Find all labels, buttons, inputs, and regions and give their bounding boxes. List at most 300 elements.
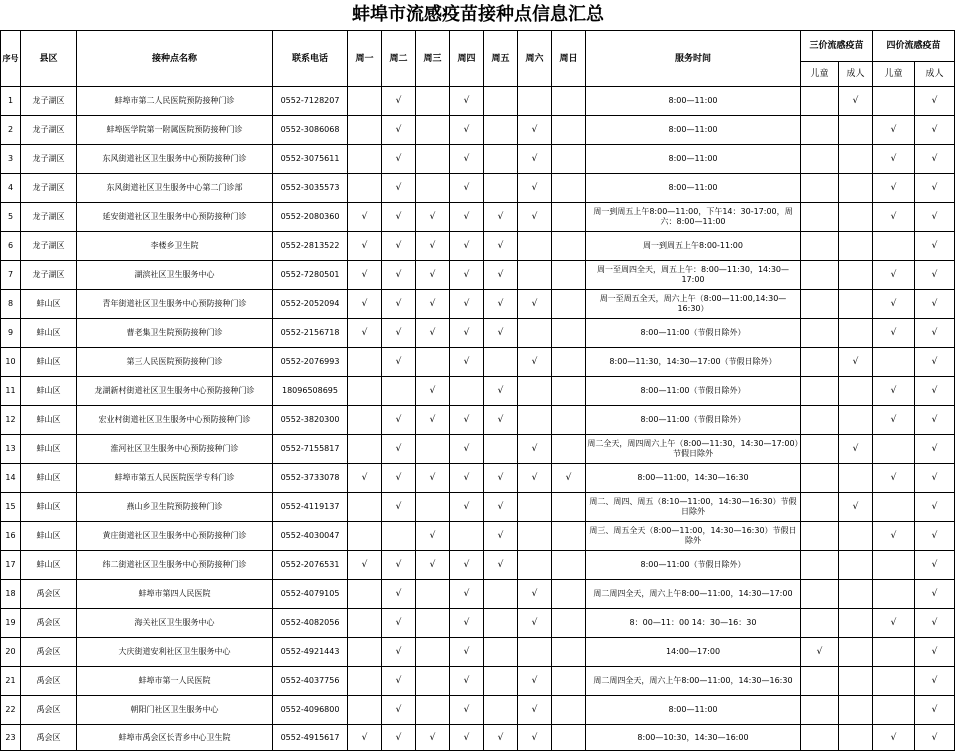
- table-row: [1, 261, 955, 290]
- row-day-tue: √: [382, 725, 416, 751]
- row-phone: 0552-2076531: [273, 551, 348, 580]
- row-day-sun: [552, 87, 586, 116]
- row-seq: 18: [1, 580, 21, 609]
- row-day-mon: √: [348, 319, 382, 348]
- row-phone: 0552-4915617: [273, 725, 348, 751]
- table-row: [1, 232, 955, 261]
- row-site-name: 蚌埠市第五人民医院医学专科门诊: [77, 464, 273, 493]
- row-tri-adult: [839, 609, 873, 638]
- row-day-thu: √: [450, 696, 484, 725]
- row-day-thu: √: [450, 203, 484, 232]
- row-service-time: 8:00—11:00: [586, 116, 801, 145]
- header-quad-child: 儿童: [873, 62, 915, 87]
- row-day-fri: √: [484, 203, 518, 232]
- row-day-wed: [416, 638, 450, 667]
- row-seq: 15: [1, 493, 21, 522]
- row-seq: 9: [1, 319, 21, 348]
- row-quad-adult: √: [915, 174, 955, 203]
- row-day-tue: √: [382, 290, 416, 319]
- row-day-sat: √: [518, 145, 552, 174]
- row-day-fri: √: [484, 493, 518, 522]
- row-site-name: 东风街道社区卫生服务中心预防接种门诊: [77, 145, 273, 174]
- row-day-tue: √: [382, 87, 416, 116]
- row-seq: 19: [1, 609, 21, 638]
- row-day-tue: √: [382, 696, 416, 725]
- row-quad-adult: √: [915, 203, 955, 232]
- row-day-wed: [416, 348, 450, 377]
- row-quad-adult: √: [915, 551, 955, 580]
- row-day-sun: [552, 725, 586, 751]
- header-day-sat: 周六: [518, 31, 552, 87]
- row-day-mon: [348, 174, 382, 203]
- row-day-sun: [552, 377, 586, 406]
- row-day-fri: [484, 145, 518, 174]
- row-district: 龙子湖区: [21, 116, 77, 145]
- row-tri-adult: [839, 725, 873, 751]
- header-phone: 联系电话: [273, 31, 348, 87]
- row-day-sat: √: [518, 116, 552, 145]
- row-district: 龙子湖区: [21, 261, 77, 290]
- row-tri-child: √: [801, 638, 839, 667]
- row-day-tue: √: [382, 609, 416, 638]
- row-phone: 0552-4082056: [273, 609, 348, 638]
- row-seq: 7: [1, 261, 21, 290]
- row-day-sat: [518, 551, 552, 580]
- row-quad-adult: √: [915, 580, 955, 609]
- row-seq: 10: [1, 348, 21, 377]
- row-district: 禹会区: [21, 696, 77, 725]
- table-row: [1, 609, 955, 638]
- row-site-name: 朝阳门社区卫生服务中心: [77, 696, 273, 725]
- row-tri-adult: [839, 522, 873, 551]
- row-site-name: 黄庄街道社区卫生服务中心预防接种门诊: [77, 522, 273, 551]
- row-district: 蚌山区: [21, 522, 77, 551]
- row-day-thu: [450, 377, 484, 406]
- row-day-tue: [382, 377, 416, 406]
- row-day-fri: √: [484, 551, 518, 580]
- row-day-fri: [484, 696, 518, 725]
- row-day-tue: √: [382, 667, 416, 696]
- row-tri-child: [801, 290, 839, 319]
- row-quad-child: [873, 232, 915, 261]
- row-day-sun: [552, 667, 586, 696]
- row-quad-adult: √: [915, 406, 955, 435]
- row-district: 蚌山区: [21, 377, 77, 406]
- row-quad-adult: √: [915, 232, 955, 261]
- row-tri-adult: [839, 406, 873, 435]
- row-district: 蚌山区: [21, 464, 77, 493]
- header-district: 县区: [21, 31, 77, 87]
- row-day-sat: √: [518, 696, 552, 725]
- row-quad-adult: √: [915, 290, 955, 319]
- row-day-tue: √: [382, 435, 416, 464]
- row-phone: 0552-4096800: [273, 696, 348, 725]
- row-seq: 2: [1, 116, 21, 145]
- row-quad-adult: √: [915, 725, 955, 751]
- row-tri-child: [801, 174, 839, 203]
- row-day-tue: √: [382, 551, 416, 580]
- row-tri-child: [801, 551, 839, 580]
- row-service-time: 8:00—11:00: [586, 174, 801, 203]
- row-day-wed: √: [416, 290, 450, 319]
- row-phone: 0552-7128207: [273, 87, 348, 116]
- row-phone: 0552-4921443: [273, 638, 348, 667]
- row-day-sun: [552, 116, 586, 145]
- header-day-sun: 周日: [552, 31, 586, 87]
- row-quad-child: [873, 696, 915, 725]
- row-seq: 20: [1, 638, 21, 667]
- row-day-wed: √: [416, 406, 450, 435]
- row-day-sat: [518, 232, 552, 261]
- row-day-fri: [484, 87, 518, 116]
- row-quad-child: [873, 348, 915, 377]
- row-day-wed: √: [416, 551, 450, 580]
- row-quad-adult: √: [915, 145, 955, 174]
- row-tri-adult: [839, 145, 873, 174]
- row-phone: 0552-3075611: [273, 145, 348, 174]
- row-site-name: 延安街道社区卫生服务中心预防接种门诊: [77, 203, 273, 232]
- row-day-fri: [484, 348, 518, 377]
- row-seq: 3: [1, 145, 21, 174]
- row-tri-child: [801, 667, 839, 696]
- row-service-time: 周一至周四全天，周五上午：8:00—11:30，14:30—17:00: [586, 261, 801, 290]
- row-district: 龙子湖区: [21, 145, 77, 174]
- row-seq: 12: [1, 406, 21, 435]
- row-quad-child: [873, 551, 915, 580]
- row-day-sun: [552, 435, 586, 464]
- row-phone: 0552-2813522: [273, 232, 348, 261]
- row-site-name: 蚌埠市第一人民医院: [77, 667, 273, 696]
- row-district: 蚌山区: [21, 551, 77, 580]
- row-phone: 0552-3820300: [273, 406, 348, 435]
- row-day-sat: [518, 638, 552, 667]
- header-day-wed: 周三: [416, 31, 450, 87]
- row-day-mon: √: [348, 232, 382, 261]
- row-day-wed: √: [416, 522, 450, 551]
- row-day-tue: √: [382, 638, 416, 667]
- row-day-thu: √: [450, 435, 484, 464]
- row-district: 龙子湖区: [21, 203, 77, 232]
- row-district: 蚌山区: [21, 406, 77, 435]
- row-tri-adult: [839, 551, 873, 580]
- row-quad-adult: √: [915, 696, 955, 725]
- row-district: 蚌山区: [21, 493, 77, 522]
- row-day-tue: [382, 522, 416, 551]
- row-phone: 0552-4079105: [273, 580, 348, 609]
- row-day-sat: √: [518, 609, 552, 638]
- row-tri-adult: [839, 116, 873, 145]
- row-phone: 0552-4119137: [273, 493, 348, 522]
- row-day-sat: [518, 319, 552, 348]
- row-day-sat: √: [518, 203, 552, 232]
- row-district: 龙子湖区: [21, 232, 77, 261]
- row-day-fri: √: [484, 290, 518, 319]
- row-day-mon: [348, 667, 382, 696]
- header-trivalent-vaccine: 三价流感疫苗: [801, 31, 873, 62]
- row-day-mon: [348, 348, 382, 377]
- row-phone: 0552-4030047: [273, 522, 348, 551]
- row-day-tue: √: [382, 406, 416, 435]
- row-day-wed: √: [416, 377, 450, 406]
- row-day-wed: [416, 145, 450, 174]
- row-day-thu: [450, 522, 484, 551]
- table-row: [1, 348, 955, 377]
- row-site-name: 大庆街道安利社区卫生服务中心: [77, 638, 273, 667]
- row-site-name: 蚌埠市第二人民医院预防接种门诊: [77, 87, 273, 116]
- row-phone: 0552-3733078: [273, 464, 348, 493]
- row-service-time: 周一到周五上午8:00—11:00，下午14：30-17:00，周六：8:00—11:00: [586, 203, 801, 232]
- header-day-tue: 周二: [382, 31, 416, 87]
- row-day-fri: [484, 667, 518, 696]
- row-site-name: 海关社区卫生服务中心: [77, 609, 273, 638]
- row-quad-adult: √: [915, 667, 955, 696]
- row-district: 龙子湖区: [21, 87, 77, 116]
- row-service-time: 14:00—17:00: [586, 638, 801, 667]
- row-service-time: 8:00—11:00: [586, 145, 801, 174]
- row-quad-child: √: [873, 261, 915, 290]
- row-quad-adult: √: [915, 319, 955, 348]
- row-tri-child: [801, 319, 839, 348]
- row-quad-child: [873, 580, 915, 609]
- row-phone: 0552-2080360: [273, 203, 348, 232]
- row-day-mon: [348, 377, 382, 406]
- row-site-name: 湖滨社区卫生服务中心: [77, 261, 273, 290]
- row-day-fri: [484, 116, 518, 145]
- row-tri-child: [801, 145, 839, 174]
- row-day-tue: √: [382, 580, 416, 609]
- row-quad-child: √: [873, 116, 915, 145]
- row-day-wed: [416, 696, 450, 725]
- row-service-time: 周一至周五全天，周六上午（8:00—11:00,14:30—16:30）: [586, 290, 801, 319]
- row-day-wed: [416, 609, 450, 638]
- row-day-thu: √: [450, 464, 484, 493]
- row-seq: 14: [1, 464, 21, 493]
- row-tri-adult: √: [839, 87, 873, 116]
- row-day-mon: [348, 406, 382, 435]
- row-tri-adult: √: [839, 348, 873, 377]
- row-tri-adult: [839, 464, 873, 493]
- row-tri-adult: [839, 319, 873, 348]
- row-tri-child: [801, 493, 839, 522]
- row-tri-adult: [839, 261, 873, 290]
- row-tri-adult: [839, 580, 873, 609]
- table-row: [1, 464, 955, 493]
- row-day-tue: √: [382, 493, 416, 522]
- table-row: [1, 290, 955, 319]
- row-day-mon: [348, 87, 382, 116]
- row-day-sun: [552, 232, 586, 261]
- row-day-sat: √: [518, 667, 552, 696]
- row-day-thu: √: [450, 638, 484, 667]
- header-service-time: 服务时间: [586, 31, 801, 87]
- row-day-tue: √: [382, 261, 416, 290]
- table-row: [1, 319, 955, 348]
- row-tri-child: [801, 464, 839, 493]
- row-tri-adult: [839, 203, 873, 232]
- row-district: 蚌山区: [21, 290, 77, 319]
- row-tri-adult: [839, 290, 873, 319]
- row-phone: 0552-2052094: [273, 290, 348, 319]
- row-day-fri: √: [484, 232, 518, 261]
- table-row: [1, 377, 955, 406]
- row-seq: 11: [1, 377, 21, 406]
- row-day-thu: √: [450, 145, 484, 174]
- row-day-fri: √: [484, 406, 518, 435]
- vaccination-sites-table: [0, 30, 955, 751]
- row-day-fri: √: [484, 725, 518, 751]
- row-quad-adult: √: [915, 609, 955, 638]
- row-quad-child: √: [873, 406, 915, 435]
- table-row: [1, 551, 955, 580]
- row-day-sat: √: [518, 174, 552, 203]
- row-quad-adult: √: [915, 377, 955, 406]
- row-day-fri: [484, 638, 518, 667]
- row-day-wed: [416, 174, 450, 203]
- row-seq: 6: [1, 232, 21, 261]
- row-day-mon: [348, 638, 382, 667]
- row-tri-child: [801, 377, 839, 406]
- row-day-thu: √: [450, 319, 484, 348]
- row-day-thu: √: [450, 609, 484, 638]
- row-tri-child: [801, 348, 839, 377]
- row-quad-child: [873, 435, 915, 464]
- row-service-time: 周一到周五上午8:00-11:00: [586, 232, 801, 261]
- row-day-tue: √: [382, 116, 416, 145]
- row-day-sun: [552, 319, 586, 348]
- row-district: 蚌山区: [21, 348, 77, 377]
- row-site-name: 第三人民医院预防接种门诊: [77, 348, 273, 377]
- row-quad-adult: √: [915, 348, 955, 377]
- row-phone: 0552-3086068: [273, 116, 348, 145]
- row-day-fri: [484, 609, 518, 638]
- header-site-name: 接种点名称: [77, 31, 273, 87]
- row-district: 禹会区: [21, 667, 77, 696]
- row-day-tue: √: [382, 145, 416, 174]
- row-service-time: 8:00—11:00（节假日除外）: [586, 551, 801, 580]
- row-seq: 22: [1, 696, 21, 725]
- row-quad-child: √: [873, 609, 915, 638]
- row-site-name: 燕山乡卫生院预防接种门诊: [77, 493, 273, 522]
- row-day-thu: √: [450, 87, 484, 116]
- row-district: 禹会区: [21, 725, 77, 751]
- row-tri-adult: [839, 377, 873, 406]
- row-site-name: 宏业村街道社区卫生服务中心预防接种门诊: [77, 406, 273, 435]
- row-seq: 1: [1, 87, 21, 116]
- row-day-thu: √: [450, 232, 484, 261]
- row-quad-adult: √: [915, 116, 955, 145]
- row-quad-child: √: [873, 290, 915, 319]
- row-service-time: 周二周四全天，周六上午8:00—11:00，14:30—16:30: [586, 667, 801, 696]
- row-day-tue: √: [382, 348, 416, 377]
- row-seq: 4: [1, 174, 21, 203]
- row-day-sat: √: [518, 290, 552, 319]
- row-day-sun: √: [552, 464, 586, 493]
- row-day-thu: √: [450, 116, 484, 145]
- row-day-mon: [348, 580, 382, 609]
- row-site-name: 淮河社区卫生服务中心预防接种门诊: [77, 435, 273, 464]
- header-tri-adult: 成人: [839, 62, 873, 87]
- row-day-fri: [484, 580, 518, 609]
- row-phone: 0552-2156718: [273, 319, 348, 348]
- row-day-sat: √: [518, 725, 552, 751]
- row-day-tue: √: [382, 232, 416, 261]
- row-site-name: 蚌埠市禹会区长青乡中心卫生院: [77, 725, 273, 751]
- row-tri-child: [801, 696, 839, 725]
- row-day-mon: √: [348, 261, 382, 290]
- row-tri-child: [801, 435, 839, 464]
- row-tri-child: [801, 87, 839, 116]
- row-site-name: 纬二街道社区卫生服务中心预防接种门诊: [77, 551, 273, 580]
- row-tri-adult: [839, 667, 873, 696]
- row-day-tue: √: [382, 203, 416, 232]
- row-day-mon: [348, 522, 382, 551]
- row-day-wed: √: [416, 232, 450, 261]
- row-day-mon: √: [348, 551, 382, 580]
- row-day-wed: √: [416, 203, 450, 232]
- header-day-mon: 周一: [348, 31, 382, 87]
- row-tri-child: [801, 406, 839, 435]
- row-day-sun: [552, 638, 586, 667]
- row-district: 龙子湖区: [21, 174, 77, 203]
- table-row: [1, 87, 955, 116]
- row-day-thu: √: [450, 551, 484, 580]
- row-tri-adult: [839, 232, 873, 261]
- row-day-fri: √: [484, 377, 518, 406]
- row-phone: 0552-7155817: [273, 435, 348, 464]
- row-day-sun: [552, 261, 586, 290]
- row-site-name: 李楼乡卫生院: [77, 232, 273, 261]
- row-district: 蚌山区: [21, 435, 77, 464]
- table-row: [1, 696, 955, 725]
- row-day-sun: [552, 493, 586, 522]
- header-quad-adult: 成人: [915, 62, 955, 87]
- row-site-name: 蚌埠医学院第一附属医院预防接种门诊: [77, 116, 273, 145]
- row-tri-child: [801, 261, 839, 290]
- row-tri-child: [801, 116, 839, 145]
- row-day-sun: [552, 203, 586, 232]
- row-quad-child: √: [873, 725, 915, 751]
- row-quad-child: √: [873, 522, 915, 551]
- row-service-time: 8:00—11:00: [586, 696, 801, 725]
- row-day-wed: [416, 116, 450, 145]
- row-quad-child: √: [873, 464, 915, 493]
- row-day-wed: [416, 580, 450, 609]
- row-quad-adult: √: [915, 464, 955, 493]
- header-day-fri: 周五: [484, 31, 518, 87]
- row-tri-child: [801, 522, 839, 551]
- row-tri-child: [801, 580, 839, 609]
- row-site-name: 曹老集卫生院预防接种门诊: [77, 319, 273, 348]
- row-service-time: 8:00—11:00: [586, 87, 801, 116]
- row-day-sun: [552, 174, 586, 203]
- row-day-sun: [552, 145, 586, 174]
- row-day-mon: √: [348, 725, 382, 751]
- row-day-sat: [518, 406, 552, 435]
- row-day-mon: [348, 609, 382, 638]
- row-day-wed: [416, 667, 450, 696]
- row-day-thu: √: [450, 493, 484, 522]
- row-day-mon: [348, 435, 382, 464]
- table-row: [1, 638, 955, 667]
- row-quad-adult: √: [915, 261, 955, 290]
- document-title: 蚌埠市流感疫苗接种点信息汇总: [352, 4, 604, 25]
- row-day-mon: [348, 145, 382, 174]
- row-day-sat: [518, 522, 552, 551]
- row-day-thu: √: [450, 261, 484, 290]
- row-district: 禹会区: [21, 638, 77, 667]
- row-district: 禹会区: [21, 580, 77, 609]
- row-tri-child: [801, 725, 839, 751]
